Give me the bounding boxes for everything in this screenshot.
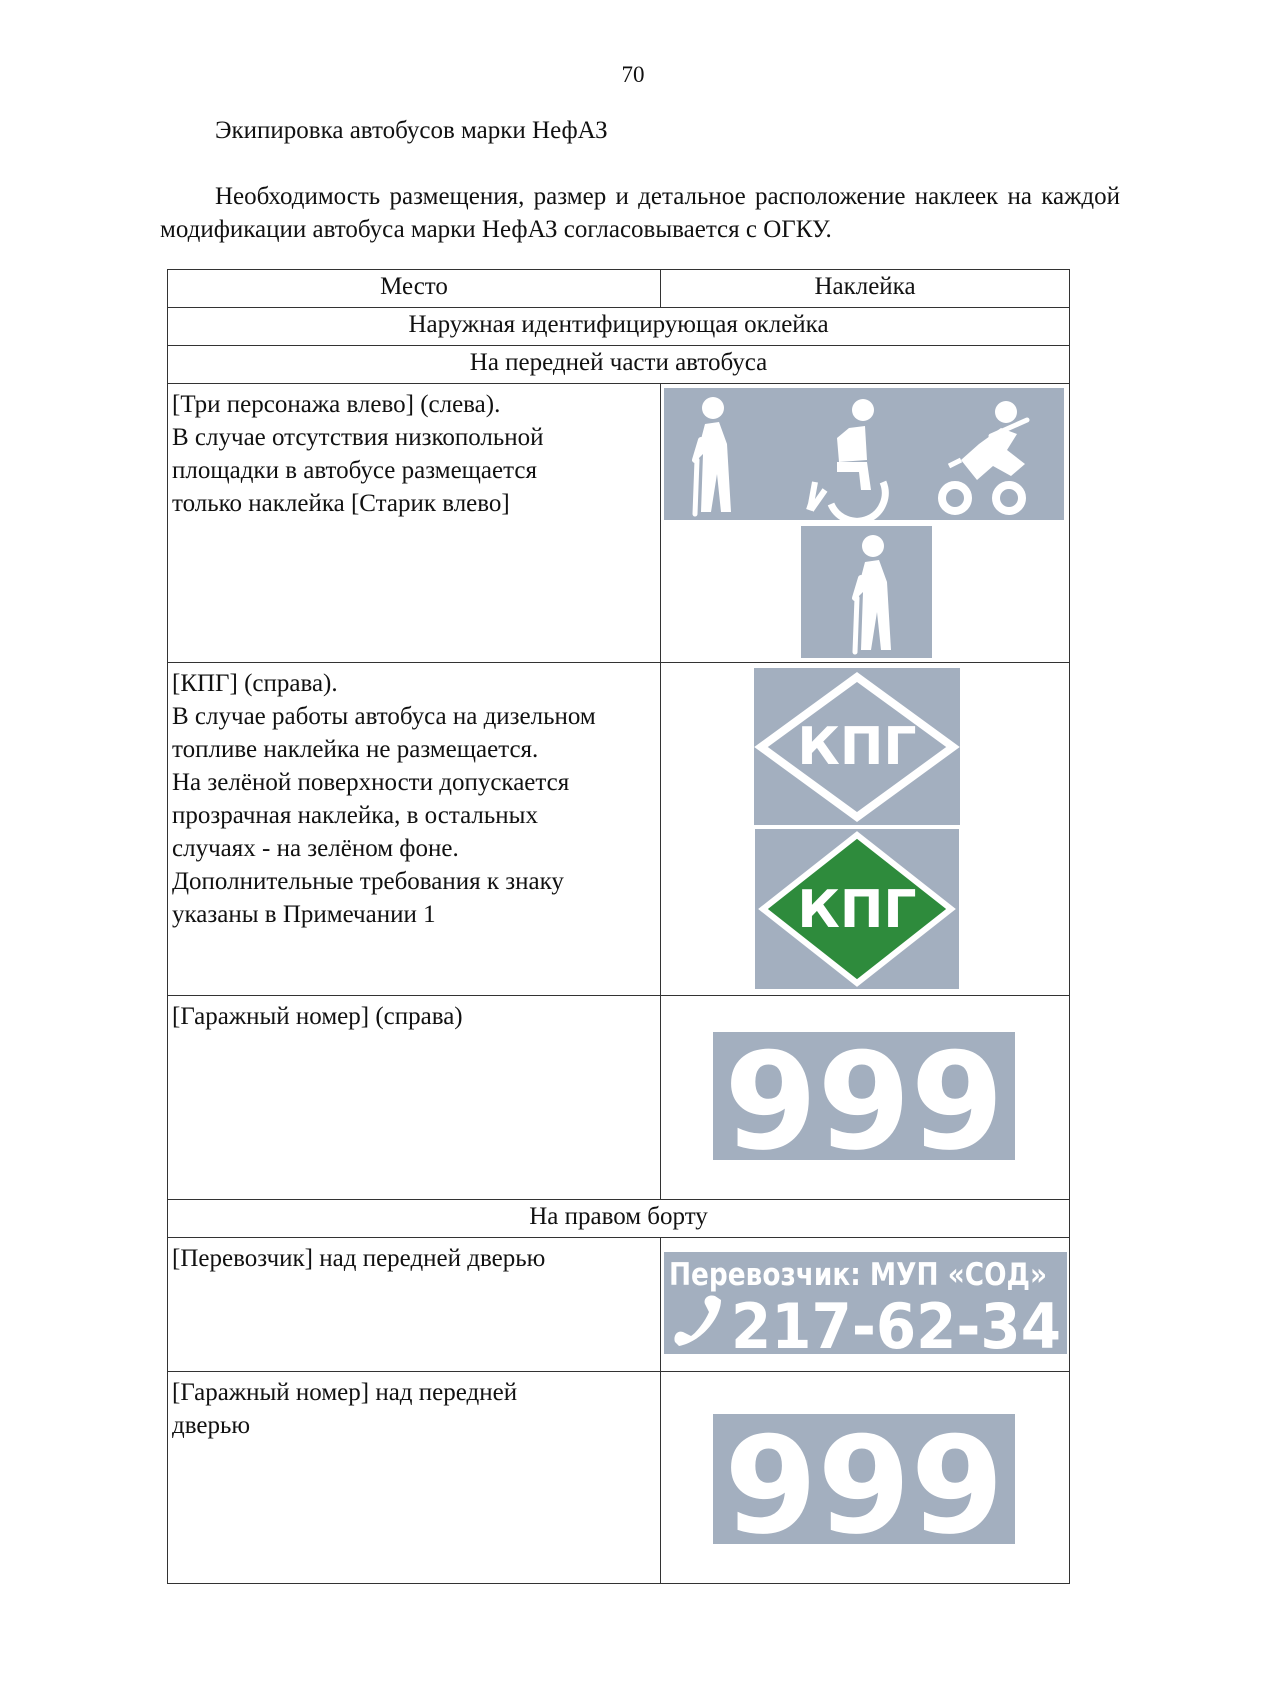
place-line: случаях - на зелёном фоне. (172, 835, 459, 862)
place-line: топливе наклейка не размещается. (172, 736, 539, 763)
place-line: [Гаражный номер] (справа) (172, 1003, 463, 1030)
place-cell-characters (168, 384, 661, 663)
place-line: В случае работы автобуса на дизельном (172, 703, 596, 730)
subsection-row (168, 346, 1070, 384)
place-line: На зелёной поверхности допускается (172, 769, 570, 796)
subsection-right: На правом борту (168, 1200, 1070, 1238)
sticker-cell-garage-side (661, 1372, 1070, 1584)
header-sticker: Наклейка (661, 270, 1070, 308)
sticker-table (167, 269, 1070, 1584)
place-line: [Гаражный номер] над передней (172, 1379, 518, 1406)
carrier-name-text: Перевозчик: МУП «СОД» (669, 1257, 1047, 1293)
place-cell-garage-side (168, 1372, 661, 1584)
section-title: Экипировка автобусов марки НефАЗ (215, 117, 608, 144)
characters-sticker (661, 384, 1069, 659)
place-line: Дополнительные требования к знаку (172, 868, 564, 895)
intro-paragraph: Необходимость размещения, размер и детальное расположение наклеек на каждой модификации автобуса марки НефАЗ согласовывается с ОГКУ. (160, 183, 1120, 243)
table-row (168, 1372, 1070, 1584)
place-cell-garage-front (168, 996, 661, 1200)
place-line: прозрачная наклейка, в остальных (172, 802, 538, 829)
subsection-row (168, 1200, 1070, 1238)
table-header-row (168, 270, 1070, 308)
place-line: указаны в Примечании 1 (172, 901, 436, 928)
place-line: только наклейка [Старик влево] (172, 490, 510, 517)
kpg-sign-text: КПГ (797, 717, 917, 777)
place-line: площадки в автобусе размещается (172, 457, 537, 484)
garage-number-sticker (661, 996, 1069, 1196)
kpg-stickers (661, 663, 1069, 993)
place-line: [КПГ] (справа). (172, 670, 338, 697)
garage-number-text: 999 (724, 1024, 1004, 1180)
sticker-cell-garage-front (661, 996, 1070, 1200)
place-cell-kpg (168, 663, 661, 996)
place-cell-carrier (168, 1238, 661, 1372)
place-line: [Перевозчик] над передней дверью (172, 1245, 546, 1272)
place-line: дверью (172, 1412, 251, 1439)
header-place: Место (168, 270, 661, 308)
sticker-cell-kpg (661, 663, 1070, 996)
carrier-phone-text: 217-62-34 (731, 1290, 1061, 1363)
place-line: В случае отсутствия низкопольной (172, 424, 544, 451)
table-row (168, 1238, 1070, 1372)
table-row (168, 384, 1070, 663)
table-row (168, 996, 1070, 1200)
place-line: [Три персонажа влево] (слева). (172, 391, 501, 418)
carrier-sticker (661, 1238, 1069, 1368)
page-number: 70 (621, 62, 645, 87)
subsection-front: На передней части автобуса (168, 346, 1070, 384)
garage-number-sticker (661, 1372, 1069, 1580)
section-row (168, 308, 1070, 346)
section-exterior: Наружная идентифицирующая оклейка (168, 308, 1070, 346)
table-row (168, 663, 1070, 996)
sticker-cell-carrier (661, 1238, 1070, 1372)
kpg-sign-text: КПГ (797, 880, 917, 940)
sticker-cell-characters (661, 384, 1070, 663)
garage-number-text: 999 (724, 1408, 1004, 1564)
